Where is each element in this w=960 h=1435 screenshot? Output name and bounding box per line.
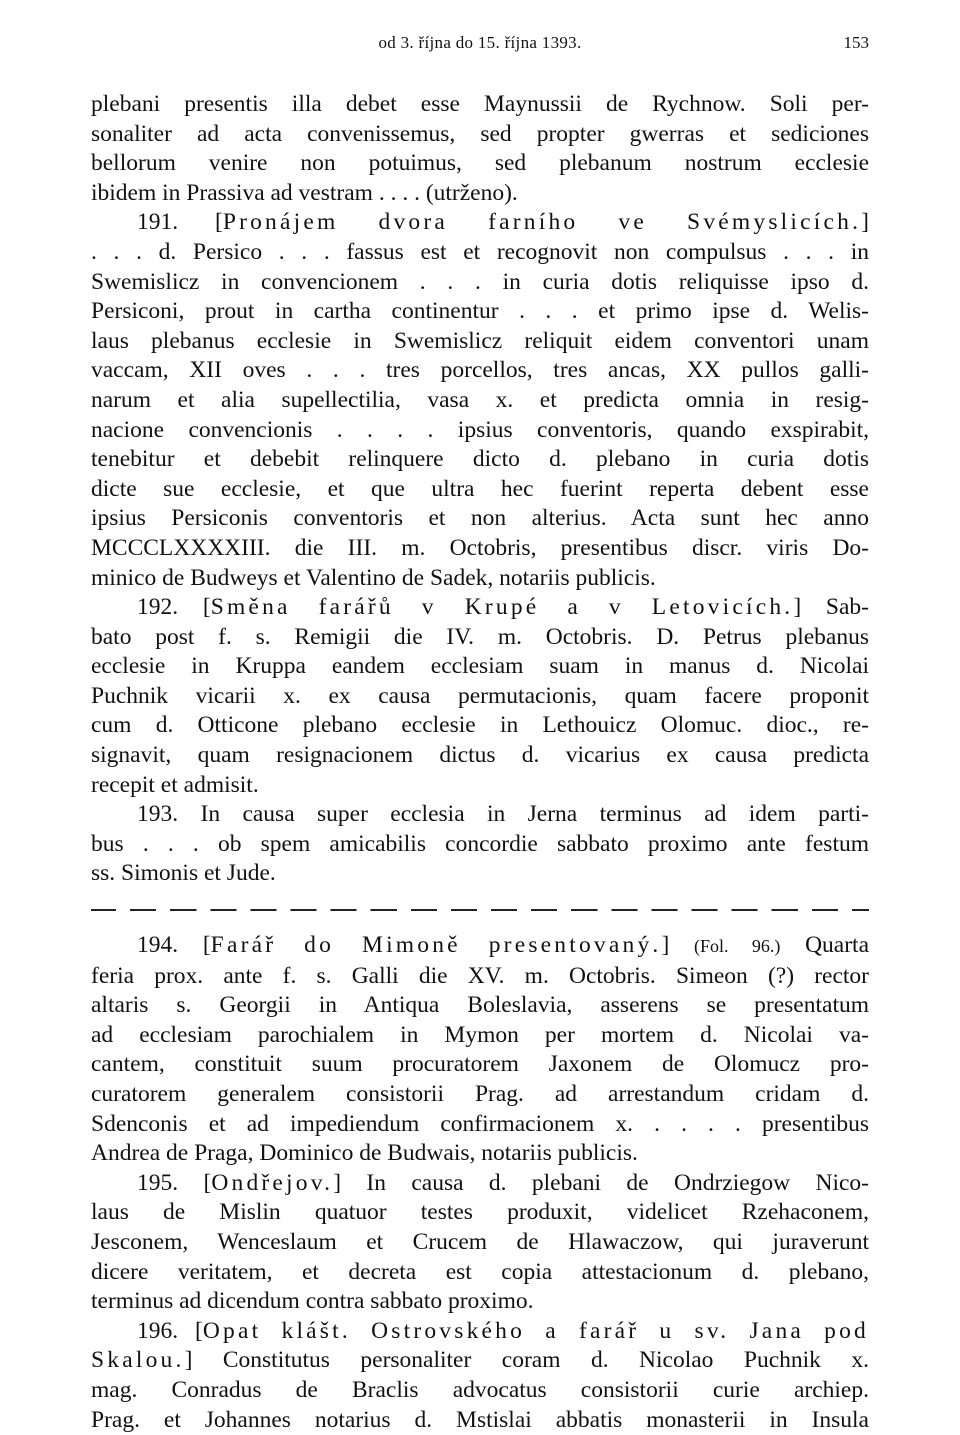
running-head [91,28,869,58]
text-line: . . . d. Persico . . . fassus est et recognovit non compulsus . . . in [91,238,869,265]
entry-title: Směna farářů v Krupé a v Letovicích. [210,594,794,621]
entry-191-heading [91,208,869,238]
text-line: mag. Conradus de Braclis advocatus consistorii curie archiep. [91,1376,869,1403]
bracket: ] [861,209,869,236]
entry-number: 191. [ [137,209,223,236]
entry-title: Opat klášt. Ostrovského a farář u sv. Jana pod [202,1317,869,1344]
text-line: dicere veritatem, et decreta est copia attestacionum d. plebano, [91,1258,869,1285]
text-line: terminus ad dicendum contra sabbato proximo. [91,1288,534,1315]
text-line: nacione convencionis . . . . ipsius conventoris, quando exspirabit, [91,416,869,443]
text-line: ibidem in Prassiva ad vestram . . . . (utrženo). [91,179,518,206]
text-line: Andrea de Praga, Dominico de Budwais, notariis publicis. [91,1140,638,1167]
text-line: Jesconem, Wenceslaum et Crucem de Hlawaczow, qui juraverunt [91,1228,869,1255]
text-line: laus de Mislin quatuor testes produxit, videlicet Rzehaconem, [91,1199,869,1226]
text-line: tenebitur et debebit relinquere dicto d. plebano in curia dotis [91,446,869,473]
entry-196-heading [91,1317,869,1347]
text-line: signavit, quam resignacionem dictus d. vicarius ex causa predicta [91,742,869,769]
text-line: bellorum venire non potuimus, sed plebanum nostrum ecclesie [91,150,869,177]
entry-194-heading [91,931,869,962]
text-run: ] Sab- [793,594,869,621]
text-run: ] In causa d. plebani de Ondrziegow Nico- [333,1169,870,1196]
entry-title: Ondřejov. [211,1169,334,1196]
entry-193-first-line: 193. In causa super ecclesia in Jerna terminus ad idem parti- [137,801,869,828]
text-line: Puchnik vicarii x. ex causa permutacionis, quam facere proponit [91,682,869,709]
text-line: narum et alia supellectilia, vasa x. et predicta omnia in resig- [91,386,869,413]
text-line: ipsius Persiconis conventoris et non alterius. Acta sunt hec anno [91,505,869,532]
text-line: ad ecclesiam parochialem in Mymon per mortem d. Nicolai va- [91,1021,869,1048]
text-line: ecclesie in Kruppa eandem ecclesiam suam in manus d. Nicolai [91,653,869,680]
entry-title: Pronájem dvora farního ve Svémyslicích. [222,209,862,236]
text-line: minico de Budweys et Valentino de Sadek, notariis publicis. [91,564,656,591]
entry-title: Farář do Mimoně presentovaný. [210,932,662,959]
text-line: recepit et admisit. [91,771,259,798]
text-line: dicte sue ecclesie, et que ultra hec fuerint reperta debent esse [91,475,869,502]
text-line: vaccam, XII oves . . . tres porcellos, tres ancas, XX pullos galli- [91,357,869,384]
entry-number: 194. [ [137,932,211,959]
page-number: 153 [843,33,869,52]
text-line: altaris s. Georgii in Antiqua Boleslavia, asserens se presentatum [91,992,869,1019]
bracket: ] [661,932,695,959]
text-run: Quarta [780,932,870,959]
text-line: Sdenconis et ad impediendum confirmacionem x. . . . . presentibus [91,1110,869,1137]
text-line: MCCCLXXXXIII. die III. m. Octobris, presentibus discr. viris Do- [91,534,869,561]
running-title: od 3. října do 15. října 1393. [378,33,582,52]
text-line: Swemislicz in convencionem . . . in curia dotis reliquisse ipso d. [91,268,869,295]
entry-192-heading [91,593,869,623]
text-line: plebani presentis illa debet esse Maynussii de Rychnow. Soli per- [91,91,869,117]
text-line [91,1346,869,1376]
document-page [91,28,869,1435]
text-line: bato post f. s. Remigii die IV. m. Octobris. D. Petrus plebanus [91,623,869,650]
text-line: Persiconi, prout in cartha continentur . . . et primo ipse d. Welis- [91,298,869,325]
text-line: feria prox. ante f. s. Galli die XV. m. Octobris. Simeon (?) rector [91,962,869,989]
text-line: cantem, constituit suum procuratorem Jaxonem de Olomucz pro- [91,1051,869,1078]
text-line: bus . . . ob spem amicabilis concordie sabbato proximo ante festum [91,830,869,857]
text-line: ss. Simonis et Jude. [91,860,276,887]
entry-number: 195. [ [137,1169,212,1196]
entry-number: 196. [ [137,1317,203,1344]
body-text [91,90,869,1435]
text-line: curatorem generalem consistorii Prag. ad arrestandum cridam d. [91,1081,869,1107]
text-line: Prag. et Johannes notarius d. Mstislai abbatis monasterii in Insula [91,1406,869,1433]
text-run: ] Constitutus personaliter coram d. Nicolao Puchnik x. [184,1347,869,1374]
entry-title-continued: Skalou. [91,1347,185,1374]
text-line: cum d. Otticone plebano ecclesie in Lethouicz Olomuc. dioc., re- [91,712,869,739]
text-line: sonaliter ad acta convenissemus, sed propter gwerras et sediciones [91,120,869,147]
entry-number: 192. [ [137,594,211,621]
section-divider [91,895,869,917]
folio-reference: (Fol. 96.) [694,936,781,957]
entry-195-heading [91,1169,869,1199]
text-line: laus plebanus ecclesie in Swemislicz reliquit eidem conventori unam [91,327,869,354]
